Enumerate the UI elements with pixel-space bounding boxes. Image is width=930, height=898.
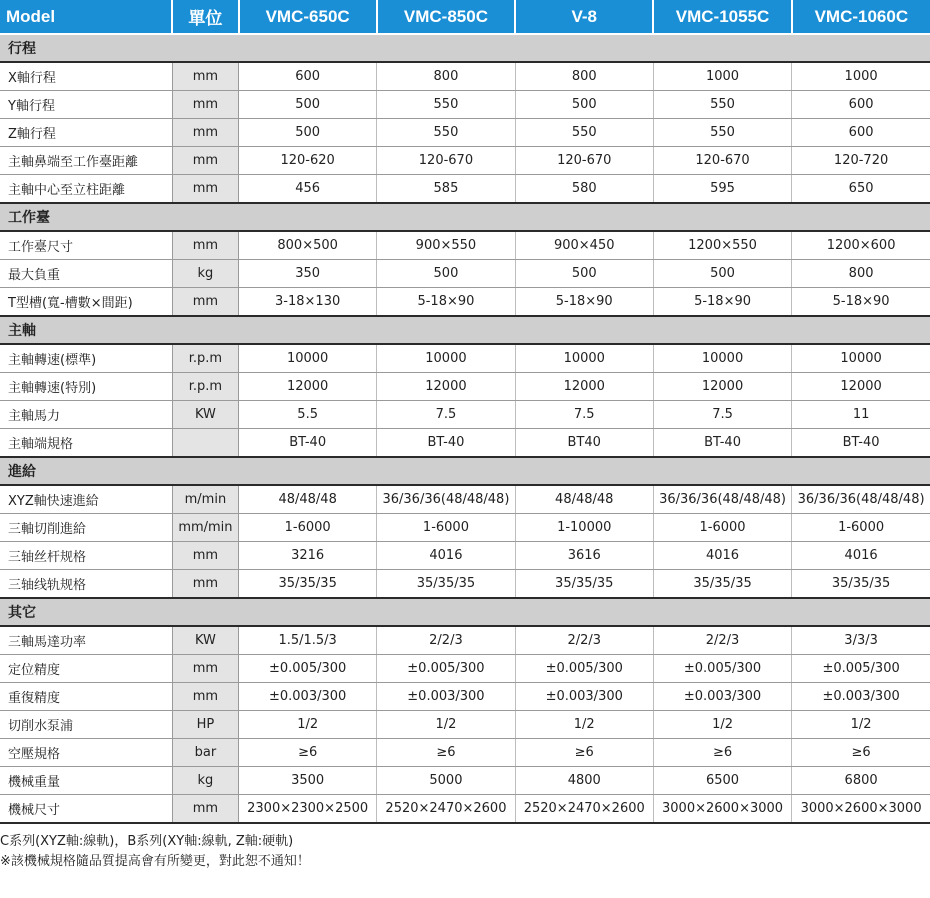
spec-value: 3000×2600×3000: [653, 795, 791, 824]
spec-row: [0, 119, 930, 147]
section-row: [0, 34, 930, 62]
spec-label: 主軸馬力: [0, 401, 172, 429]
spec-value: 48/48/48: [239, 485, 377, 514]
spec-value: BT-40: [377, 429, 515, 458]
spec-value: 11: [792, 401, 930, 429]
spec-value: ±0.003/300: [792, 683, 930, 711]
spec-label: 主軸端規格: [0, 429, 172, 458]
spec-value: 550: [515, 119, 653, 147]
spec-value: 12000: [792, 373, 930, 401]
spec-row: [0, 739, 930, 767]
spec-value: 35/35/35: [239, 570, 377, 599]
spec-value: 1-6000: [377, 514, 515, 542]
spec-row: [0, 62, 930, 91]
spec-label: 主軸中心至立柱距離: [0, 175, 172, 204]
spec-value: 2520×2470×2600: [515, 795, 653, 824]
spec-value: 1200×600: [792, 231, 930, 260]
spec-value: 1200×550: [653, 231, 791, 260]
footnote-disclaimer: ※該機械規格隨品質提高會有所變更，對此恕不通知！: [0, 854, 310, 869]
spec-value: 48/48/48: [515, 485, 653, 514]
spec-value: 500: [653, 260, 791, 288]
spec-value: 800: [792, 260, 930, 288]
spec-unit: KW: [172, 626, 238, 655]
spec-unit: mm: [172, 147, 238, 175]
spec-unit: r.p.m: [172, 373, 238, 401]
spec-row: [0, 288, 930, 317]
spec-row: [0, 767, 930, 795]
spec-unit: mm: [172, 91, 238, 119]
spec-value: 1/2: [239, 711, 377, 739]
spec-value: 3500: [239, 767, 377, 795]
spec-label: 重復精度: [0, 683, 172, 711]
spec-value: 120-670: [653, 147, 791, 175]
spec-value: BT-40: [239, 429, 377, 458]
spec-value: 10000: [239, 344, 377, 373]
spec-unit: mm: [172, 795, 238, 824]
spec-unit: r.p.m: [172, 344, 238, 373]
spec-unit: KW: [172, 401, 238, 429]
spec-value: 120-620: [239, 147, 377, 175]
spec-value: 456: [239, 175, 377, 204]
spec-label: 三軸馬達功率: [0, 626, 172, 655]
header-model: Model: [0, 0, 172, 34]
spec-label: 空壓規格: [0, 739, 172, 767]
spec-label: 切削水泵浦: [0, 711, 172, 739]
spec-value: 595: [653, 175, 791, 204]
spec-value: 800×500: [239, 231, 377, 260]
spec-value: 7.5: [515, 401, 653, 429]
spec-value: ±0.003/300: [377, 683, 515, 711]
section-row: [0, 316, 930, 344]
spec-label: 三轴线轨规格: [0, 570, 172, 599]
section-title: 進給: [0, 457, 930, 485]
spec-unit: mm: [172, 683, 238, 711]
section-title: 其它: [0, 598, 930, 626]
spec-value: ≥6: [653, 739, 791, 767]
spec-value: 3216: [239, 542, 377, 570]
spec-value: 36/36/36(48/48/48): [377, 485, 515, 514]
section-row: [0, 457, 930, 485]
spec-unit: kg: [172, 767, 238, 795]
spec-label: T型槽(寬-槽數×間距): [0, 288, 172, 317]
spec-value: 1-6000: [792, 514, 930, 542]
spec-value: 10000: [515, 344, 653, 373]
spec-label: 主軸轉速(標準): [0, 344, 172, 373]
spec-value: 600: [792, 91, 930, 119]
spec-value: 6500: [653, 767, 791, 795]
header-model-name: VMC-1060C: [792, 0, 930, 34]
spec-value: ±0.003/300: [653, 683, 791, 711]
spec-unit: mm: [172, 655, 238, 683]
spec-value: BT-40: [792, 429, 930, 458]
spec-value: 2300×2300×2500: [239, 795, 377, 824]
spec-unit: HP: [172, 711, 238, 739]
spec-value: 12000: [377, 373, 515, 401]
header-model-name: VMC-650C: [239, 0, 377, 34]
spec-value: 585: [377, 175, 515, 204]
spec-value: 35/35/35: [515, 570, 653, 599]
spec-label: 主軸轉速(特別): [0, 373, 172, 401]
spec-row: [0, 373, 930, 401]
spec-value: 350: [239, 260, 377, 288]
spec-value: 500: [377, 260, 515, 288]
spec-value: 7.5: [377, 401, 515, 429]
spec-value: ≥6: [515, 739, 653, 767]
spec-value: 10000: [792, 344, 930, 373]
spec-value: ±0.005/300: [515, 655, 653, 683]
spec-value: BT40: [515, 429, 653, 458]
spec-row: [0, 542, 930, 570]
spec-unit: mm: [172, 570, 238, 599]
spec-value: 6800: [792, 767, 930, 795]
spec-value: 3/3/3: [792, 626, 930, 655]
spec-row: [0, 344, 930, 373]
spec-unit: m/min: [172, 485, 238, 514]
spec-value: 36/36/36(48/48/48): [653, 485, 791, 514]
spec-row: [0, 147, 930, 175]
spec-value: 3-18×130: [239, 288, 377, 317]
spec-value: 1.5/1.5/3: [239, 626, 377, 655]
spec-value: ≥6: [792, 739, 930, 767]
spec-value: 10000: [653, 344, 791, 373]
spec-row: [0, 91, 930, 119]
spec-value: ±0.005/300: [653, 655, 791, 683]
spec-value: 1-6000: [239, 514, 377, 542]
spec-value: 500: [515, 91, 653, 119]
spec-value: 3000×2600×3000: [792, 795, 930, 824]
spec-value: BT-40: [653, 429, 791, 458]
spec-row: [0, 485, 930, 514]
spec-value: 36/36/36(48/48/48): [792, 485, 930, 514]
spec-value: 12000: [515, 373, 653, 401]
spec-value: 4016: [792, 542, 930, 570]
spec-value: 1-6000: [653, 514, 791, 542]
header-model-name: V-8: [515, 0, 653, 34]
spec-row: [0, 683, 930, 711]
spec-value: 4800: [515, 767, 653, 795]
spec-value: 2520×2470×2600: [377, 795, 515, 824]
spec-value: 550: [377, 119, 515, 147]
spec-body: [0, 34, 930, 823]
spec-value: 5-18×90: [377, 288, 515, 317]
spec-value: 500: [239, 91, 377, 119]
spec-unit: bar: [172, 739, 238, 767]
section-title: 工作臺: [0, 203, 930, 231]
spec-value: 35/35/35: [653, 570, 791, 599]
spec-value: 1-10000: [515, 514, 653, 542]
spec-value: 900×450: [515, 231, 653, 260]
spec-label: 定位精度: [0, 655, 172, 683]
spec-value: 1/2: [515, 711, 653, 739]
spec-label: 三軸切削進給: [0, 514, 172, 542]
spec-value: ±0.005/300: [239, 655, 377, 683]
header-row: [0, 0, 930, 34]
spec-unit: kg: [172, 260, 238, 288]
footnotes: [0, 832, 930, 872]
spec-unit: mm/min: [172, 514, 238, 542]
header-unit: 單位: [172, 0, 238, 34]
spec-value: 12000: [653, 373, 791, 401]
spec-value: ≥6: [239, 739, 377, 767]
spec-row: [0, 795, 930, 824]
spec-value: 1/2: [653, 711, 791, 739]
spec-unit: mm: [172, 231, 238, 260]
spec-value: 120-670: [515, 147, 653, 175]
spec-value: 1000: [792, 62, 930, 91]
spec-unit: mm: [172, 119, 238, 147]
spec-value: 500: [515, 260, 653, 288]
spec-value: 600: [239, 62, 377, 91]
spec-row: [0, 514, 930, 542]
spec-row: [0, 260, 930, 288]
spec-value: 10000: [377, 344, 515, 373]
spec-label: 主軸鼻端至工作臺距離: [0, 147, 172, 175]
spec-value: 800: [377, 62, 515, 91]
section-row: [0, 203, 930, 231]
spec-row: [0, 429, 930, 458]
spec-unit: mm: [172, 62, 238, 91]
spec-value: 2/2/3: [377, 626, 515, 655]
spec-label: 機械尺寸: [0, 795, 172, 824]
spec-label: 三轴丝杆规格: [0, 542, 172, 570]
spec-label: 機械重量: [0, 767, 172, 795]
spec-value: 800: [515, 62, 653, 91]
spec-value: 12000: [239, 373, 377, 401]
spec-label: XYZ軸快速進給: [0, 485, 172, 514]
spec-value: 1000: [653, 62, 791, 91]
spec-value: 4016: [653, 542, 791, 570]
spec-label: Y軸行程: [0, 91, 172, 119]
spec-value: 5-18×90: [515, 288, 653, 317]
spec-value: 5000: [377, 767, 515, 795]
section-title: 行程: [0, 34, 930, 62]
header-model-name: VMC-850C: [377, 0, 515, 34]
spec-label: X軸行程: [0, 62, 172, 91]
spec-value: 500: [239, 119, 377, 147]
spec-value: ±0.003/300: [239, 683, 377, 711]
spec-value: 5.5: [239, 401, 377, 429]
spec-value: 600: [792, 119, 930, 147]
spec-value: 550: [377, 91, 515, 119]
spec-label: 最大負重: [0, 260, 172, 288]
spec-value: 5-18×90: [792, 288, 930, 317]
spec-unit: mm: [172, 288, 238, 317]
spec-row: [0, 711, 930, 739]
spec-row: [0, 231, 930, 260]
spec-row: [0, 401, 930, 429]
spec-value: 550: [653, 119, 791, 147]
spec-value: 4016: [377, 542, 515, 570]
spec-unit: [172, 429, 238, 458]
spec-label: 工作臺尺寸: [0, 231, 172, 260]
spec-value: 35/35/35: [377, 570, 515, 599]
spec-value: ±0.005/300: [377, 655, 515, 683]
spec-value: 1/2: [377, 711, 515, 739]
header-model-name: VMC-1055C: [653, 0, 791, 34]
spec-value: 1/2: [792, 711, 930, 739]
footnote-series: C系列(XYZ軸:線軌)，B系列(XY軸:線軌, Z軸:硬軌): [0, 834, 294, 849]
spec-row: [0, 626, 930, 655]
spec-row: [0, 570, 930, 599]
spec-row: [0, 175, 930, 204]
spec-value: ±0.005/300: [792, 655, 930, 683]
section-title: 主軸: [0, 316, 930, 344]
spec-value: 5-18×90: [653, 288, 791, 317]
spec-value: 120-670: [377, 147, 515, 175]
spec-unit: mm: [172, 175, 238, 204]
spec-value: 550: [653, 91, 791, 119]
spec-value: 580: [515, 175, 653, 204]
spec-value: 35/35/35: [792, 570, 930, 599]
spec-value: 120-720: [792, 147, 930, 175]
spec-value: ±0.003/300: [515, 683, 653, 711]
spec-value: 2/2/3: [653, 626, 791, 655]
section-row: [0, 598, 930, 626]
spec-value: 3616: [515, 542, 653, 570]
spec-value: 900×550: [377, 231, 515, 260]
spec-row: [0, 655, 930, 683]
spec-value: 7.5: [653, 401, 791, 429]
spec-value: 2/2/3: [515, 626, 653, 655]
spec-label: Z軸行程: [0, 119, 172, 147]
spec-value: 650: [792, 175, 930, 204]
spec-value: ≥6: [377, 739, 515, 767]
spec-unit: mm: [172, 542, 238, 570]
